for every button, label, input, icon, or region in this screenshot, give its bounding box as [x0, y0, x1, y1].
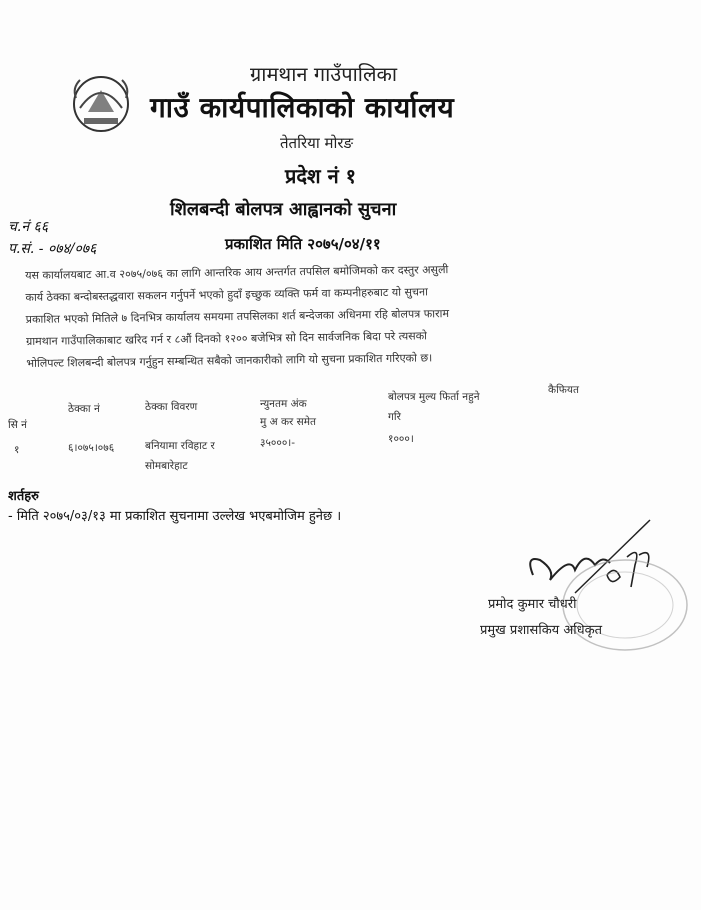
table-cell-bid-price: १०००। — [388, 433, 414, 445]
reference-number: च.नं ६६ — [8, 219, 49, 235]
table-cell-min-amount: ३५०००।- — [260, 437, 296, 449]
col-header-contract-no: ठेक्का नं — [68, 403, 100, 415]
table-cell-contract-no: ६।०७५।०७६ — [68, 442, 115, 454]
body-line: कार्य ठेक्का बन्दोबस्तद्धवारा सकलन गर्नुपर्ने भएको हुदाँ इच्छुक व्यक्ति फर्म वा कम्पनीहरुबाट यो सुचना — [25, 285, 429, 304]
table-cell-sn: १ — [14, 444, 20, 456]
col-header-description: ठेक्का विवरण — [145, 401, 198, 413]
col-header-remarks: कैफियत — [548, 384, 579, 396]
province-label: प्रदेश नं १ — [285, 164, 357, 188]
municipality-name: ग्रामथान गाउँपालिका — [250, 62, 398, 86]
signatory-title: प्रमुख प्रशासकिय अधिकृत — [480, 623, 603, 638]
body-line: ग्रामथान गाउँपालिकाबाट खरिद गर्न र ८औं दिनको १२०० बजेभित्र सो दिन सार्वजनिक बिदा परे त्यसको — [25, 329, 428, 348]
office-location: तेतरिया मोरङ — [280, 134, 354, 152]
col-header-sn: सि नं — [8, 419, 27, 431]
table-cell-description: बनियामा रविहाट र — [145, 440, 215, 452]
body-line: प्रकाशित भएको मितिले ७ दिनभित्र कार्यालय समयमा तपसिलका शर्त बन्देजका अधिनमा रहि बोलपत्र फाराम — [25, 307, 450, 326]
col-header-min-amount-sub: मु अ कर समेत — [260, 416, 317, 428]
conditions-heading: शर्तहरु — [8, 489, 39, 504]
col-header-min-amount: न्युनतम अंक — [260, 398, 307, 410]
published-date: प्रकाशित मिति २०७५/०४/११ — [225, 235, 381, 253]
notice-body — [25, 256, 666, 375]
signatory-name: प्रमोद कुमार चौधरी — [488, 597, 577, 612]
col-header-bid-price-sub: गरि — [388, 411, 401, 423]
notice-heading: शिलबन्दी बोलपत्र आह्वानको सुचना — [170, 199, 397, 220]
body-line: यस कार्यालयबाट आ.व २०७५/०७६ का लागि आन्तरिक आय अन्तर्गत तपसिल बमोजिमको कर दस्तुर असुली — [25, 263, 449, 282]
condition-item: - मिति २०७५/०३/१३ मा प्रकाशित सुचनामा उल्लेख भएबमोजिम हुनेछ । — [8, 509, 342, 524]
office-title: गाउँ कार्यपालिकाको कार्यालय — [150, 91, 455, 124]
col-header-bid-price: बोलपत्र मुल्य फिर्ता नहुने — [388, 391, 480, 403]
government-emblem-icon — [70, 68, 132, 134]
table-cell-description-cont: सोमबारेहाट — [145, 460, 188, 472]
body-line: भोलिपल्ट शिलबन्दी बोलपत्र गर्नुहुन सम्बन्धित सबैको जानकारीको लागि यो सुचना प्रकाशित गरिएको छ। — [26, 351, 433, 370]
fiscal-reference: प.सं. - ०७४/०७६ — [8, 241, 97, 257]
